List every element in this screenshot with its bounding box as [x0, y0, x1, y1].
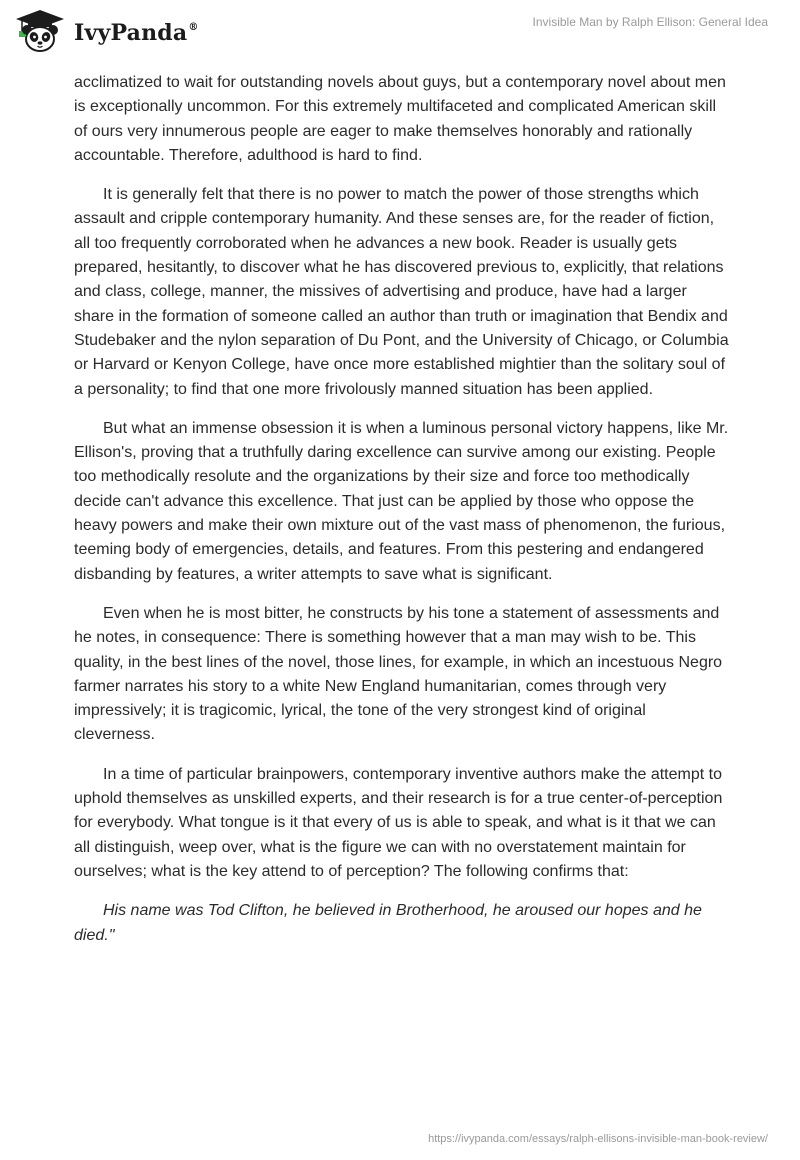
- block-quote: His name was Tod Clifton, he believed in Brotherhood, he aroused our hopes and he died.": [74, 902, 702, 944]
- paragraph: Even when he is most bitter, he constructs by his tone a statement of assessments and he notes, in consequence: There is something however that a man may wish to be. This quality, in the best lines of the novel, those lines, for example, in which an incestuous Negro farmer narrates his story to a white New England humanitarian, comes through very impressively; it is tragicomic, lyrical, the tone of the very strongest kind of original cleverness.: [74, 604, 723, 744]
- brand-logo[interactable]: [14, 8, 199, 54]
- brand-registered-mark: ®: [188, 22, 199, 33]
- paragraph: In a time of particular brainpowers, contemporary inventive authors make the attempt to uphold themselves as unskilled experts, and their research is for a true center-of-perception for everybody. What tongue is it that every of us is able to speak, and what is it that we can all distinguish, weep over, what is the figure we can with no overstatement maintain for ourselves; what is the key attend to of perception? The following confirms that:: [74, 765, 723, 880]
- brand-name: IvyPanda®: [74, 20, 199, 46]
- paragraph: But what an immense obsession it is when a luminous personal victory happens, like Mr. Ellison's, proving that a truthfully daring excellence can survive among our existing. People too methodically resolute and the organizations by their size and force too methodically decide can't advance this excellence. That just can be applied by those who oppose the heavy powers and make their own mixture out of the vast mass of phenomenon, the furious, teeming body of emergencies, details, and features. From this pestering and endangered disbanding by features, a writer attempts to save what is significant.: [74, 419, 729, 583]
- panda-graduate-icon: [14, 8, 66, 54]
- essay-body: [74, 71, 730, 963]
- paragraph: acclimatized to wait for outstanding novels about guys, but a contemporary novel about men is exceptionally uncommon. For this extremely multifaceted and complicated American skill of ours very innumerous people are eager to make themselves honorably and rationally accountable. Therefore, adulthood is hard to find.: [74, 74, 726, 164]
- page-header: [0, 0, 800, 64]
- document-title: Invisible Man by Ralph Ellison: General Idea: [532, 15, 768, 29]
- source-url[interactable]: https://ivypanda.com/essays/ralph-ellisons-invisible-man-book-review/: [428, 1133, 768, 1145]
- paragraph: It is generally felt that there is no power to match the power of those strengths which assault and cripple contemporary humanity. And these senses are, for the reader of fiction, all too frequently corroborated when he advances a new book. Reader is usually gets prepared, hesitantly, to discover what he has discovered previous to, explicitly, that relations and class, college, manner, the missives of advertising and produce, have had a larger share in the formation of someone called an author than truth or imagination that Bendix and Studebaker and the nylon separation of Du Pont, and the University of Chicago, or Columbia or Harvard or Kenyon College, have once more established mightier than the solitary soul of a personality; to find that one more frivolously manned situation has been applied.: [74, 186, 729, 398]
